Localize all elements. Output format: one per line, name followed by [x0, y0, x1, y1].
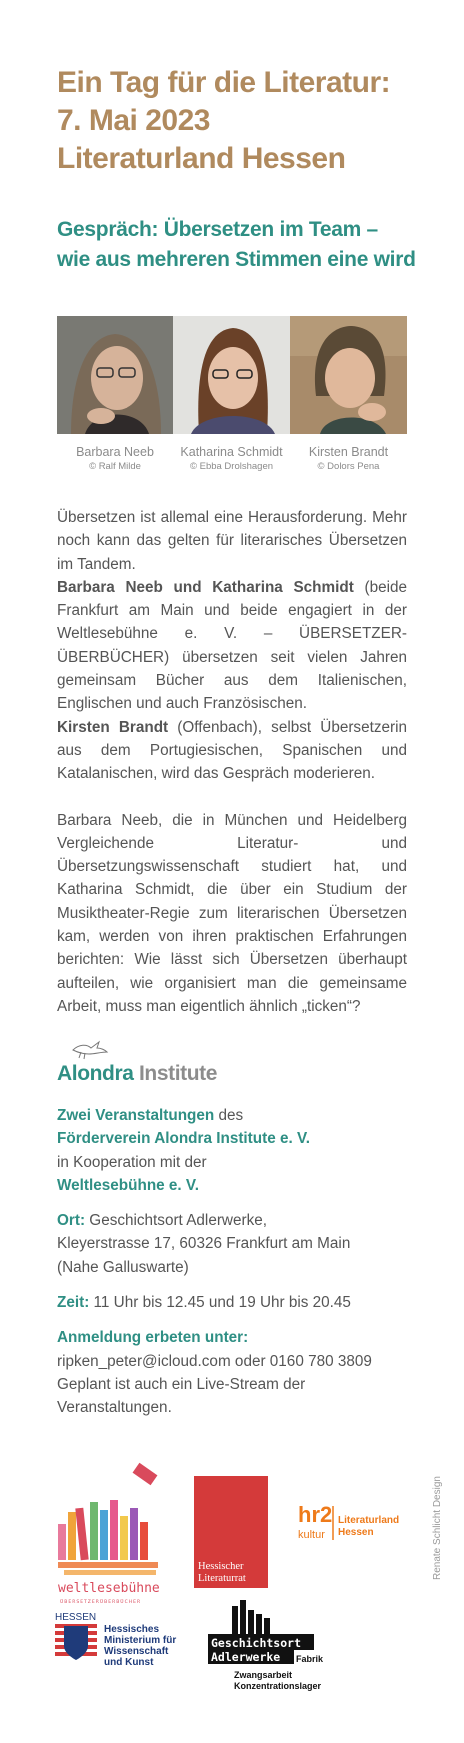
sponsor-logos: [0, 1450, 464, 1730]
photo-barbara-neeb: [57, 316, 173, 434]
paragraph-details: Barbara Neeb, die in München und Heidelberg Vergleichende Literatur- und Übersetzungswissenschaft studiert hat, und Katharina Schmidt, die über ein Studium der Musiktheater-Regie zum literarischen Übersetzen kam, werden von ihren praktischen Erfahrungen berichten: Wie lässt sich Übersetzen überhaupt aufteilen, wie organisiert man die gemeinsame Arbeit, muss man eigentlich ähnlich „ticken“?: [57, 811, 407, 1015]
weltlesebuehne-text: weltlesebühne: [58, 1581, 160, 1596]
registration-info: Anmeldung erbeten unter: ripken_peter@icloud.com oder 0160 780 3809 Geplant ist auch ein Live-Stream der Veranstaltungen.: [57, 1326, 407, 1419]
svg-text:Fabrik: Fabrik: [296, 1654, 324, 1664]
svg-text:Konzentrationslager: Konzentrationslager: [234, 1681, 322, 1691]
location-info: Ort: Geschichtsort Adlerwerke, Kleyerstrasse 17, 60326 Frankfurt am Main (Nahe Galluswarte): [57, 1212, 351, 1276]
literaturrat-logo: [194, 1476, 268, 1588]
svg-text:Zwangsarbeit: Zwangsarbeit: [234, 1670, 293, 1680]
caption-kirsten-brandt: Kirsten Brandt © Dolors Pena: [308, 445, 389, 472]
svg-text:HESSEN: HESSEN: [55, 1612, 97, 1623]
event-info: [57, 1104, 417, 1432]
contact-text: ripken_peter@icloud.com oder 0160 780 3809: [57, 1352, 372, 1370]
body-text: [57, 506, 407, 1018]
paragraph-translators: Barbara Neeb und Katharina Schmidt (beide Frankfurt am Main und beide engagiert in der Weltlesebühne e. V. – ÜBERSETZER-ÜBERBÜCHER) übersetzen seit vielen Jahren gemeinsam Bücher aus dem Italienischen, Englischen und auch Französischen.: [57, 578, 407, 713]
svg-text:Hessen: Hessen: [338, 1527, 374, 1538]
photo-captions: [57, 444, 407, 473]
svg-text:ÜBERSETZERÜBERBÜCHER: ÜBERSETZERÜBERBÜCHER: [60, 1600, 142, 1605]
time-info: Zeit: 11 Uhr bis 12.45 und 19 Uhr bis 20.45: [57, 1294, 351, 1312]
event-subtitle: Gespräch: Übersetzen im Team – wie aus mehreren Stimmen eine wird: [57, 218, 416, 271]
svg-text:kultur: kultur: [298, 1529, 325, 1541]
svg-text:und Kunst: und Kunst: [104, 1657, 154, 1668]
svg-text:Wissenschaft: Wissenschaft: [104, 1646, 169, 1657]
svg-text:Literaturland: Literaturland: [338, 1515, 400, 1526]
svg-text:Ministerium für: Ministerium für: [104, 1635, 177, 1646]
hr2-literaturland-logo: [298, 1502, 399, 1541]
organizer-info: Zwei Veranstaltungen des Förderverein Alondra Institute e. V. in Kooperation mit der Weltlesebühne e. V.: [57, 1107, 311, 1194]
paragraph-moderator: Kirsten Brandt (Offenbach), selbst Übersetzerin aus dem Portugiesischen, Spanischen und Katalanischen, wird das Gespräch moderieren.: [57, 718, 407, 783]
caption-barbara-neeb: Barbara Neeb © Ralf Milde: [76, 445, 154, 472]
svg-text:Geschichtsort: Geschichtsort: [211, 1636, 302, 1650]
page-title: Ein Tag für die Literatur: 7. Mai 2023 Literaturland Hessen: [57, 66, 391, 175]
speaker-photos: [57, 316, 407, 434]
adlerwerke-logo: [208, 1600, 324, 1691]
hessen-ministerium-logo: [55, 1612, 176, 1668]
photo-katharina-schmidt: [173, 316, 290, 434]
weltlesebuehne-logo: [58, 1463, 160, 1605]
alondra-logo: Alondra Institute: [57, 1036, 217, 1086]
bird-icon: [69, 1036, 109, 1062]
photo-kirsten-brandt: [290, 316, 407, 434]
caption-katharina-schmidt: Katharina Schmidt © Ebba Drolshagen: [180, 445, 283, 472]
svg-text:Hessischer: Hessischer: [198, 1561, 244, 1572]
designer-credit: Renate Schlicht Design: [432, 1476, 443, 1580]
svg-text:Literaturrat: Literaturrat: [198, 1573, 246, 1584]
svg-text:Adlerwerke: Adlerwerke: [211, 1650, 281, 1664]
svg-text:Hessisches: Hessisches: [104, 1624, 160, 1635]
svg-text:hr2: hr2: [298, 1502, 333, 1527]
paragraph-intro: Übersetzen ist allemal eine Herausforderung. Mehr noch kann das gelten für literarisches Übersetzen im Tandem.: [57, 509, 407, 573]
